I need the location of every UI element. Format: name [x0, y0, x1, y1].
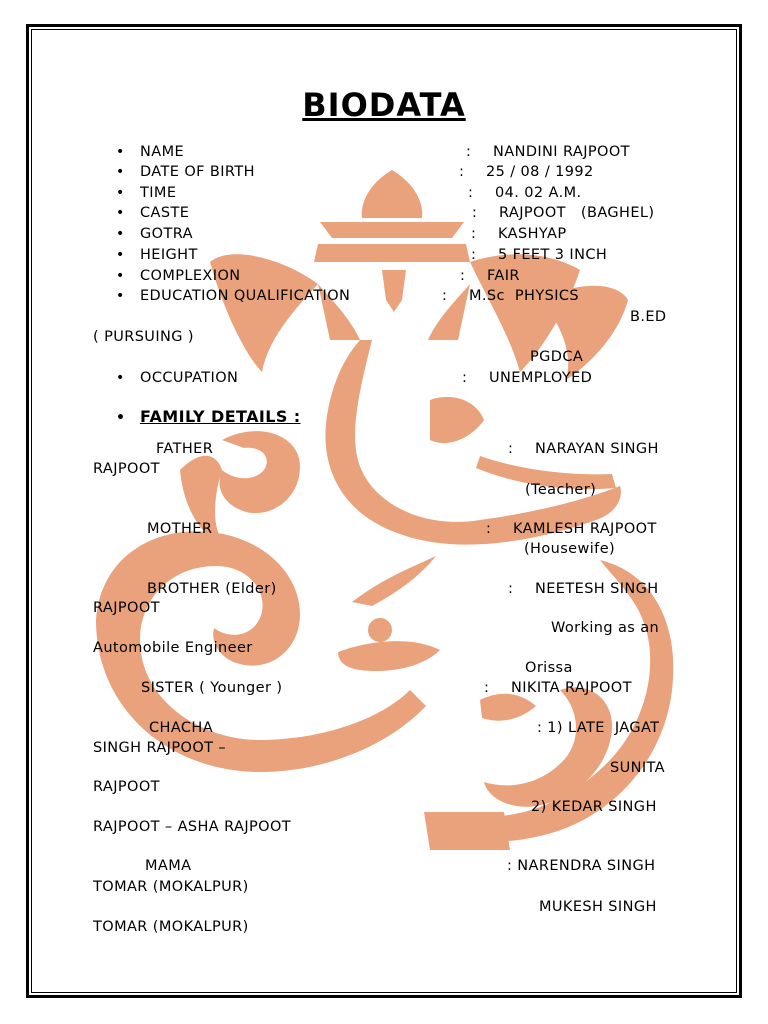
father-note: (Teacher) — [525, 482, 597, 498]
chacha-value: : 1) LATE JAGAT — [537, 720, 660, 736]
chacha-line-4: RAJPOOT — [93, 779, 160, 795]
education-value: M.Sc PHYSICS — [469, 288, 580, 304]
colon: : — [462, 370, 468, 386]
mama-line-2: TOMAR (MOKALPUR) — [93, 879, 249, 895]
education-label: EDUCATION QUALIFICATION — [140, 288, 351, 304]
father-value: NARAYAN SINGH — [535, 441, 659, 457]
mama-label: MAMA — [145, 858, 192, 874]
sister-label: SISTER ( Younger ) — [141, 680, 283, 696]
bullet-icon: • — [116, 144, 125, 160]
chacha-line-6: RAJPOOT – ASHA RAJPOOT — [93, 819, 292, 835]
mother-note: (Housewife) — [524, 541, 616, 557]
colon: : — [459, 164, 465, 180]
gotra-label: GOTRA — [140, 226, 193, 242]
mama-line-4: TOMAR (MOKALPUR) — [93, 919, 249, 935]
education-bed: B.ED — [630, 309, 667, 325]
mama-value: : NARENDRA SINGH — [507, 858, 656, 874]
colon: : — [471, 247, 477, 263]
colon: : — [471, 226, 477, 242]
colon: : — [484, 680, 490, 696]
colon: : — [466, 144, 472, 160]
bullet-icon: • — [116, 226, 125, 242]
chacha-line-5: 2) KEDAR SINGH — [531, 799, 657, 815]
brother-note-3: Orissa — [525, 660, 573, 676]
mama-line-3: MUKESH SINGH — [539, 899, 657, 915]
height-label: HEIGHT — [140, 247, 198, 263]
complexion-value: FAIR — [487, 268, 520, 284]
colon: : — [460, 268, 466, 284]
bullet-icon: • — [116, 288, 125, 304]
bullet-icon: • — [116, 268, 125, 284]
sister-value: NIKITA RAJPOOT — [511, 680, 632, 696]
colon: : — [508, 441, 514, 457]
dob-label: DATE OF BIRTH — [140, 164, 255, 180]
chacha-line-2: SINGH RAJPOOT – — [93, 740, 227, 756]
caste-value: RAJPOOT (BAGHEL) — [499, 205, 655, 221]
brother-note-2: Automobile Engineer — [93, 640, 253, 656]
colon: : — [472, 205, 478, 221]
colon: : — [486, 521, 492, 537]
mother-label: MOTHER — [147, 521, 213, 537]
chacha-line-3: SUNITA — [610, 760, 665, 776]
height-value: 5 FEET 3 INCH — [498, 247, 608, 263]
occupation-label: OCCUPATION — [140, 370, 239, 386]
family-heading: FAMILY DETAILS : — [140, 407, 301, 426]
father-value-cont: RAJPOOT — [93, 461, 160, 477]
page-border-inner — [31, 29, 737, 993]
time-label: TIME — [140, 185, 177, 201]
father-label: FATHER — [156, 441, 214, 457]
complexion-label: COMPLEXION — [140, 268, 241, 284]
chacha-label: CHACHA — [149, 720, 214, 736]
time-value: 04. 02 A.M. — [495, 185, 582, 201]
brother-note-1: Working as an — [551, 620, 660, 636]
education-pursuing: ( PURSUING ) — [93, 329, 194, 345]
brother-value: NEETESH SINGH — [535, 581, 659, 597]
name-label: NAME — [140, 144, 185, 160]
brother-label: BROTHER (Elder) — [147, 581, 277, 597]
bullet-icon: • — [116, 185, 125, 201]
dob-value: 25 / 08 / 1992 — [486, 164, 594, 180]
mother-value: KAMLESH RAJPOOT — [513, 521, 657, 537]
caste-label: CASTE — [140, 205, 190, 221]
colon: : — [468, 185, 474, 201]
brother-value-cont: RAJPOOT — [93, 600, 160, 616]
bullet-icon: • — [116, 164, 125, 180]
page-title: BIODATA — [302, 86, 466, 124]
bullet-icon: • — [116, 410, 125, 426]
name-value: NANDINI RAJPOOT — [493, 144, 630, 160]
bullet-icon: • — [116, 370, 125, 386]
colon: : — [508, 581, 514, 597]
gotra-value: KASHYAP — [498, 226, 567, 242]
bullet-icon: • — [116, 205, 125, 221]
occupation-value: UNEMPLOYED — [489, 370, 593, 386]
bullet-icon: • — [116, 247, 125, 263]
colon: : — [442, 288, 448, 304]
education-pgdca: PGDCA — [530, 349, 584, 365]
